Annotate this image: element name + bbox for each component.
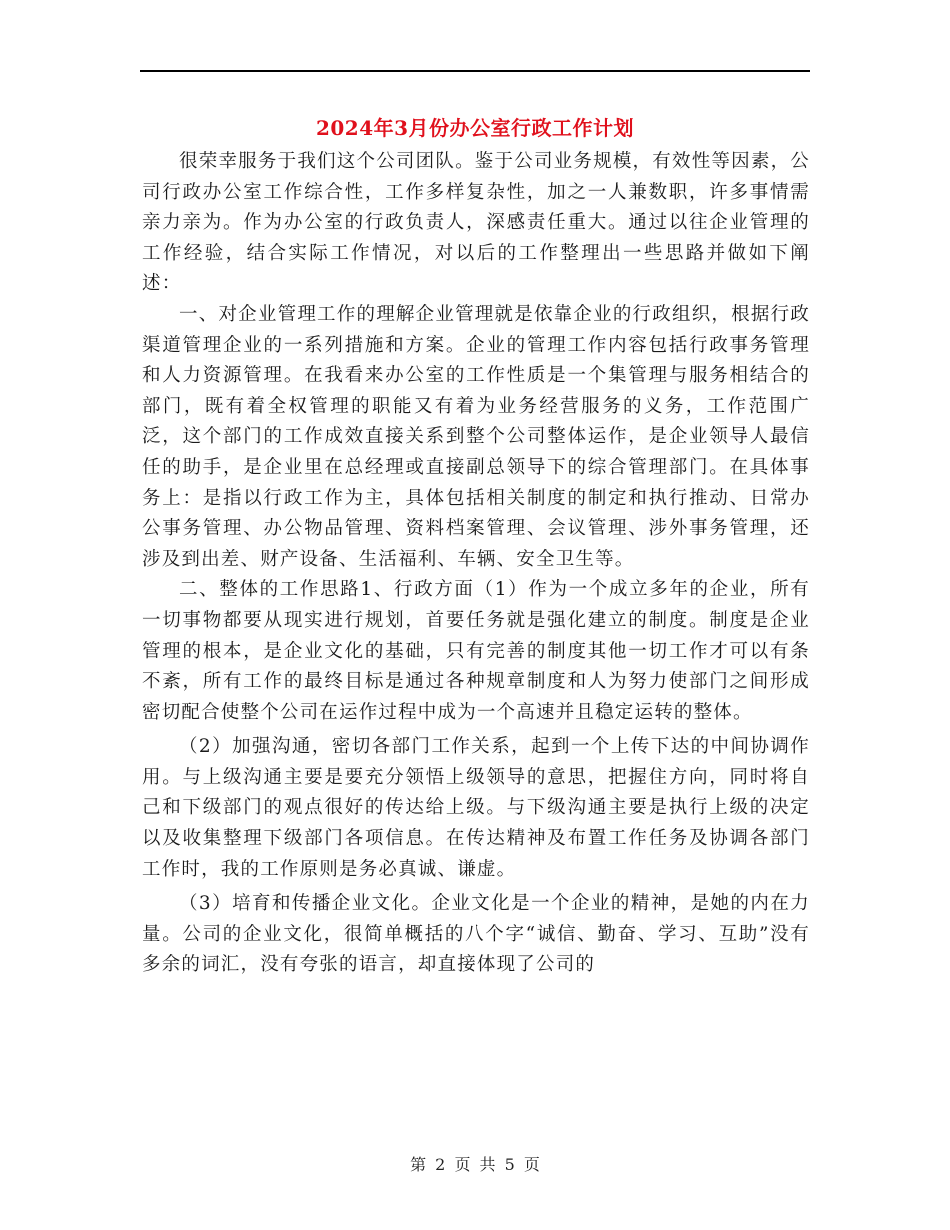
paragraph-section-two: 二、整体的工作思路1、行政方面（1）作为一个成立多年的企业，所有一切事物都要从现实进行规划，首要任务就是强化建立的制度。制度是企业管理的根本，是企业文化的基础，只有完善的制度其他一切工作才可以有条不紊，所有工作的最终目标是通过各种规章制度和人为努力使部门之间形成密切配合使整个公司在运作过程中成为一个高速并且稳定运转的整体。	[142, 579, 810, 723]
paragraph-intro: 很荣幸服务于我们这个公司团队。鉴于公司业务规模，有效性等因素，公司行政办公室工作综合性，工作多样复杂性，加之一人兼数职，许多事情需亲力亲为。作为办公室的行政负责人，深感责任重大。通过以往企业管理的工作经验，结合实际工作情况，对以后的工作整理出一些思路并做如下阐述：	[142, 151, 810, 295]
paragraph-item-3: （3）培育和传播企业文化。企业文化是一个企业的精神，是她的内在力量。公司的企业文化，很简单概括的八个字“诚信、勤奋、学习、互助”没有多余的词汇，没有夸张的语言，却直接体现了公司的	[142, 893, 810, 976]
header-rule	[140, 70, 810, 72]
document-body	[142, 147, 810, 981]
paragraph-item-2: （2）加强沟通，密切各部门工作关系，起到一个上传下达的中间协调作用。与上级沟通主要是要充分领悟上级领导的意思，把握住方向，同时将自己和下级部门的观点很好的传达给上级。与下级沟通主要是执行上级的决定以及收集整理下级部门各项信息。在传达精神及布置工作任务及协调各部门工作时，我的工作原则是务必真诚、谦虚。	[142, 736, 810, 880]
paragraph-section-one: 一、对企业管理工作的理解企业管理就是依靠企业的行政组织，根据行政渠道管理企业的一系列措施和方案。企业的管理工作内容包括行政事务管理和人力资源管理。在我看来办公室的工作性质是一个集管理与服务相结合的部门，既有着全权管理的职能又有着为业务经营服务的义务，工作范围广泛，这个部门的工作成效直接关系到整个公司整体运作，是企业领导人最信任的助手，是企业里在总经理或直接副总领导下的综合管理部门。在具体事务上：是指以行政工作为主，具体包括相关制度的制定和执行推动、日常办公事务管理、办公物品管理、资料档案管理、会议管理、涉外事务管理，还涉及到出差、财产设备、生活福利、车辆、安全卫生等。	[142, 303, 810, 570]
document-title: 2024年3月份办公室行政工作计划	[315, 116, 635, 140]
page-number: 第 2 页 共 5 页	[410, 1155, 540, 1174]
